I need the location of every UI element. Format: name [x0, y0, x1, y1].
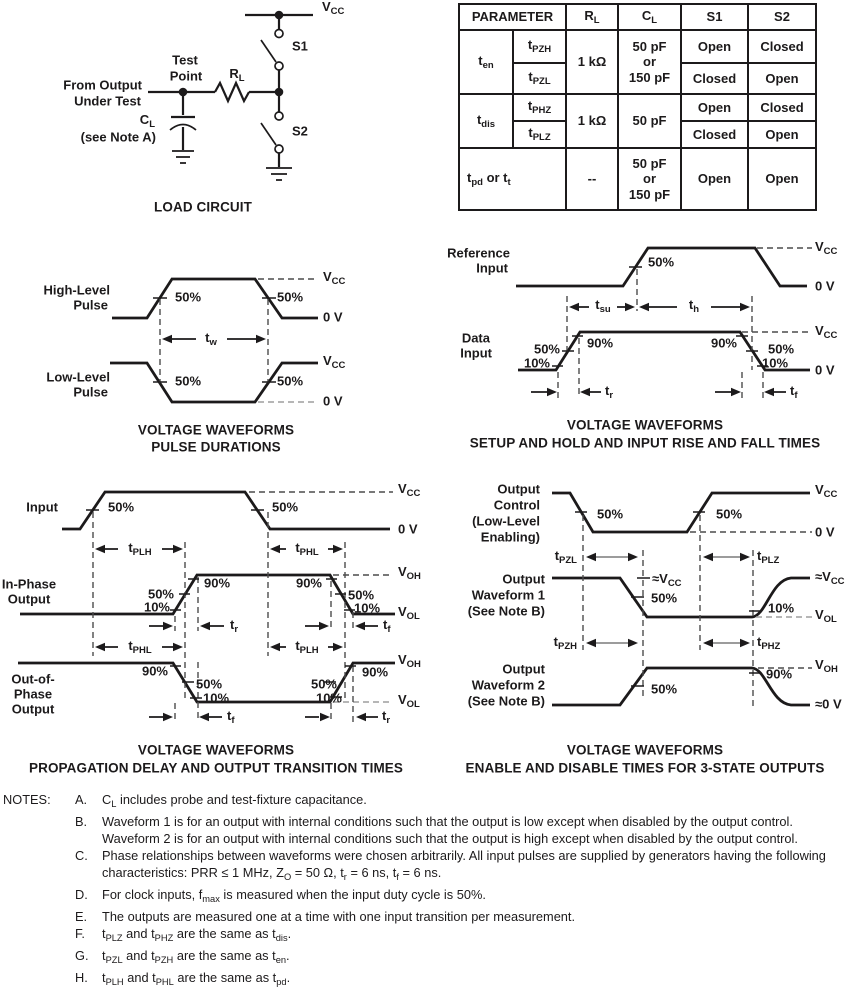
- cell-s1-pzl: Closed: [681, 63, 748, 94]
- caption-line1: VOLTAGE WAVEFORMS: [566, 417, 724, 433]
- note-text: characteristics: PRR ≤ 1 MHz, $Z_O = 50$ Ω, $t_r = 6$ ns, $t_f = 6$ ns.: [102, 865, 442, 882]
- input-label: Input: [26, 499, 58, 515]
- pct50-input-right: 50%: [272, 499, 299, 515]
- note-letter: B.: [75, 814, 88, 829]
- note-item-c: [75, 847, 857, 886]
- table-header-row: [459, 4, 816, 30]
- load-circuit-caption: LOAD CIRCUIT: [154, 199, 252, 215]
- note-letter: G.: [75, 948, 89, 963]
- cl-label: $C_L$: [139, 111, 155, 130]
- out-of-phase-output-label-line2: Phase: [13, 686, 53, 702]
- cell-cl-en: 50 pF or 150 pF: [618, 30, 681, 94]
- see-note-a-label: (see Note A): [80, 129, 156, 145]
- cell-rl-dis: 1 kΩ: [566, 94, 618, 148]
- voh-label-1: $V_{OH}$: [398, 563, 421, 582]
- out-of-phase-output-label-line1: Out-of-: [11, 671, 55, 687]
- tplz-label: $t_{PLZ}$: [757, 547, 780, 566]
- data-input-label-line1: Data: [461, 330, 490, 346]
- pct50-inphase-left: 50%: [147, 586, 174, 602]
- load-circuit-linework: [148, 11, 313, 180]
- cell-s1-pzh: Open: [681, 30, 748, 63]
- tpzh-label: $t_{PZH}$: [553, 633, 577, 652]
- caption-line2: ENABLE AND DISABLE TIMES FOR 3-STATE OUTPUTS: [465, 760, 825, 776]
- pct50-high-left: 50%: [175, 289, 202, 305]
- table-row: [459, 94, 816, 121]
- pct50-outphase-right: 50%: [310, 676, 337, 692]
- cell-tphz: $t_{PHZ}$: [513, 94, 566, 121]
- cell-s2-pzl: Open: [748, 63, 816, 94]
- pct90-outphase-left: 90%: [141, 663, 168, 679]
- note-text: Waveform 2 is for an output with internal conditions such that the output is high except when disabled by the output control.: [102, 831, 798, 846]
- note-text: The outputs are measured one at a time with one input transition per measurement.: [102, 909, 576, 924]
- vcc-low-label: $V_{CC}$: [323, 352, 346, 371]
- pct50-inphase-right: 50%: [348, 587, 375, 603]
- tphl-label-2: $t_{PHL}$: [128, 637, 152, 656]
- zerov-label: 0 V: [398, 521, 418, 537]
- pct10-waveform1: 10%: [768, 600, 795, 616]
- tw-label: $t_w$: [205, 329, 217, 348]
- pct50-high-right: 50%: [277, 289, 304, 305]
- note-item-a: [75, 791, 857, 813]
- zerov-data-label: 0 V: [815, 362, 835, 378]
- vcc-reference-label: $V_{CC}$: [815, 238, 838, 257]
- cell-s2-plz: Open: [748, 121, 816, 148]
- vcc-label: $V_{CC}$: [815, 481, 838, 500]
- notes-heading: NOTES:: [3, 792, 51, 807]
- note-text: $t_{PLH}$ and $t_{PHL}$ are the same as $t_{pd}$.: [102, 970, 291, 987]
- pct10-inphase-right: 10%: [354, 600, 381, 616]
- col-header-s1: S1: [681, 4, 748, 30]
- capacitor-icon: [170, 92, 196, 150]
- caption-line2: PROPAGATION DELAY AND OUTPUT TRANSITION TIMES: [28, 760, 404, 776]
- propagation-delay-linework: [18, 492, 395, 722]
- in-phase-output-label-line1: In-Phase: [1, 576, 57, 592]
- tr-label-2: $t_r$: [382, 707, 391, 726]
- cell-s2-pzh: Closed: [748, 30, 816, 63]
- table-row: [459, 30, 816, 63]
- pct90-inphase-left: 90%: [204, 575, 231, 591]
- approx-zerov-label: ≈0 V: [815, 696, 842, 712]
- cell-tpzl: $t_{PZL}$: [513, 63, 566, 94]
- tr-label-1: $t_r$: [230, 616, 239, 635]
- output-waveform1-label-line1: Output: [502, 571, 545, 587]
- caption-line1: VOLTAGE WAVEFORMS: [566, 742, 724, 758]
- vcc-high-label: $V_{CC}$: [323, 268, 346, 287]
- note-item-f: [75, 925, 857, 947]
- pct10-data-fall: 10%: [762, 355, 789, 371]
- pct90-data-fall: 90%: [710, 335, 737, 351]
- pct90-waveform2: 90%: [766, 666, 793, 682]
- test-point-label-line2: Point: [169, 68, 203, 84]
- s2-switch-label: S2: [292, 123, 308, 139]
- data-input-label-line2: Input: [460, 345, 492, 361]
- vcc-label: $V_{CC}$: [322, 0, 345, 17]
- enable-disable-linework: [552, 493, 812, 710]
- pct50-control-left: 50%: [597, 506, 624, 522]
- note-letter: A.: [75, 792, 88, 807]
- note-item-g: [75, 947, 857, 969]
- tsu-label: $t_{su}$: [595, 296, 611, 315]
- reference-input-label-line1: Reference: [447, 245, 510, 261]
- tf-label-2: $t_f$: [227, 707, 235, 726]
- output-control-label-line4: Enabling): [480, 529, 540, 545]
- pulse-durations-linework: [110, 279, 318, 402]
- cell-ten: $t_{en}$: [459, 30, 513, 94]
- caption-line2: SETUP AND HOLD AND INPUT RISE AND FALL TIMES: [469, 435, 821, 451]
- output-waveform2-label-line2: Waveform 2: [471, 677, 545, 693]
- rl-label: $R_L$: [229, 65, 245, 84]
- note-item-d: [75, 886, 857, 908]
- output-waveform2-label-line1: Output: [502, 661, 545, 677]
- note-letter: E.: [75, 909, 88, 924]
- output-waveform1-label-line2: Waveform 1: [471, 587, 545, 603]
- tf-label: $t_f$: [790, 382, 798, 401]
- voh-label-2: $V_{OH}$: [398, 651, 421, 670]
- vol-label: $V_{OL}$: [815, 606, 837, 625]
- cell-cl-pd: 50 pF or 150 pF: [618, 148, 681, 210]
- in-phase-output-label-line2: Output: [7, 591, 51, 607]
- note-letter: D.: [75, 887, 88, 902]
- note-letter: H.: [75, 970, 88, 985]
- zerov-low-label: 0 V: [323, 393, 343, 409]
- note-item-e: [75, 908, 857, 925]
- vcc-label: $V_{CC}$: [398, 480, 421, 499]
- tr-label: $t_r$: [605, 382, 614, 401]
- high-level-pulse-label-line2: Pulse: [73, 297, 108, 313]
- output-control-label-line2: Control: [493, 497, 540, 513]
- cell-tdis: $t_{dis}$: [459, 94, 513, 148]
- cell-s1-plz: Closed: [681, 121, 748, 148]
- cell-tplz: $t_{PLZ}$: [513, 121, 566, 148]
- caption-line1: VOLTAGE WAVEFORMS: [137, 422, 295, 438]
- pct50-data-fall: 50%: [768, 341, 795, 357]
- tplh-label-1: $t_{PLH}$: [128, 539, 152, 558]
- cell-tpzh: $t_{PZH}$: [513, 30, 566, 63]
- pct90-data-rise: 90%: [587, 335, 614, 351]
- cell-s1-pd: Open: [681, 148, 748, 210]
- low-level-pulse-label-line1: Low-Level: [46, 369, 110, 385]
- pct10-data-rise: 10%: [523, 355, 550, 371]
- note-text: Waveform 1 is for an output with internal conditions such that the output is low except when disabled by the output control.: [102, 814, 793, 829]
- output-waveform1-label-line3: (See Note B): [467, 603, 545, 619]
- ground-icon: [266, 168, 292, 180]
- notes-section: [3, 791, 857, 991]
- zerov-high-label: 0 V: [323, 309, 343, 325]
- cell-rl-pd: --: [566, 148, 618, 210]
- from-output-label-line1: From Output: [63, 77, 142, 93]
- th-label: $t_h$: [688, 296, 700, 315]
- pct50-data-rise: 50%: [533, 341, 560, 357]
- output-waveform2-label-line3: (See Note B): [467, 693, 545, 709]
- cell-rl-en: 1 kΩ: [566, 30, 618, 94]
- high-level-pulse-label-line1: High-Level: [43, 282, 110, 298]
- pct50-control-right: 50%: [716, 506, 743, 522]
- note-text: For clock inputs, $f_{max}$ is measured when the input duty cycle is 50%.: [102, 887, 486, 904]
- setup-hold-linework: [516, 248, 812, 398]
- note-text: $t_{PLZ}$ and $t_{PHZ}$ are the same as $t_{dis}$.: [102, 926, 292, 943]
- note-text: $C_L$ includes probe and test-fixture capacitance.: [102, 792, 367, 809]
- vcc-data-label: $V_{CC}$: [815, 322, 838, 341]
- caption-line1: VOLTAGE WAVEFORMS: [137, 742, 295, 758]
- tphl-label-1: $t_{PHL}$: [295, 539, 319, 558]
- note-text: Phase relationships between waveforms were chosen arbitrarily. All input pulses are supplied by generators having the following: [102, 848, 826, 863]
- caption-line2: PULSE DURATIONS: [151, 439, 281, 455]
- reference-input-label-line2: Input: [476, 260, 508, 276]
- output-control-label-line3: (Low-Level: [472, 513, 540, 529]
- switch-s2-icon: [261, 112, 283, 153]
- tphz-label: $t_{PHZ}$: [757, 633, 781, 652]
- test-point-label-line1: Test: [172, 52, 198, 68]
- note-letter: F.: [75, 926, 85, 941]
- pct90-outphase-right: 90%: [362, 664, 389, 680]
- cell-cl-dis: 50 pF: [618, 94, 681, 148]
- vol-label-1: $V_{OL}$: [398, 603, 420, 622]
- out-of-phase-output-label-line3: Output: [11, 701, 55, 717]
- tplh-label-2: $t_{PLH}$: [295, 637, 319, 656]
- pct50-input-left: 50%: [108, 499, 135, 515]
- resistor-icon: [215, 83, 249, 101]
- tf-label-1: $t_f$: [383, 616, 391, 635]
- approx-vcc-right-label: $\approx V_{CC}$: [815, 568, 845, 587]
- note-item-b: [75, 813, 857, 847]
- note-item-h: [75, 969, 857, 991]
- pct90-inphase-right: 90%: [295, 575, 322, 591]
- zerov-reference-label: 0 V: [815, 278, 835, 294]
- cell-s2-phz: Closed: [748, 94, 816, 121]
- pct50-outphase-left: 50%: [196, 676, 223, 692]
- col-header-parameter: PARAMETER: [459, 4, 566, 30]
- pct50-low-right: 50%: [277, 373, 304, 389]
- voh-label: $V_{OH}$: [815, 656, 838, 675]
- tpzl-label: $t_{PZL}$: [554, 547, 577, 566]
- pct50-waveform1: 50%: [651, 590, 678, 606]
- low-level-pulse-label-line2: Pulse: [73, 384, 108, 400]
- pct10-outphase-right: 10%: [315, 690, 342, 706]
- pct10-inphase-left: 10%: [143, 599, 170, 615]
- from-output-label-line2: Under Test: [74, 93, 141, 109]
- col-header-rl: $R_L$: [566, 4, 618, 30]
- approx-vcc-mid-label: $\approx V_{CC}$: [652, 570, 682, 589]
- pct50-low-left: 50%: [175, 373, 202, 389]
- cell-s1-phz: Open: [681, 94, 748, 121]
- cell-s2-pd: Open: [748, 148, 816, 210]
- col-header-s2: S2: [748, 4, 816, 30]
- note-letter: C.: [75, 848, 88, 863]
- output-control-label-line1: Output: [497, 481, 540, 497]
- pct50-waveform2: 50%: [651, 681, 678, 697]
- test-conditions-table: [458, 3, 817, 211]
- vol-label-2: $V_{OL}$: [398, 691, 420, 710]
- table-row: [459, 148, 816, 210]
- note-text: $t_{PZL}$ and $t_{PZH}$ are the same as $t_{en}$.: [102, 948, 290, 965]
- zerov-label: 0 V: [815, 524, 835, 540]
- switch-s1-icon: [261, 30, 283, 71]
- pct50-reference: 50%: [648, 254, 675, 270]
- pct10-outphase-left: 10%: [203, 690, 230, 706]
- s1-switch-label: S1: [292, 38, 308, 54]
- col-header-cl: $C_L$: [618, 4, 681, 30]
- cell-tpd-tt: $t_{pd}$ or $t_t$: [459, 148, 566, 210]
- ground-icon: [172, 151, 194, 163]
